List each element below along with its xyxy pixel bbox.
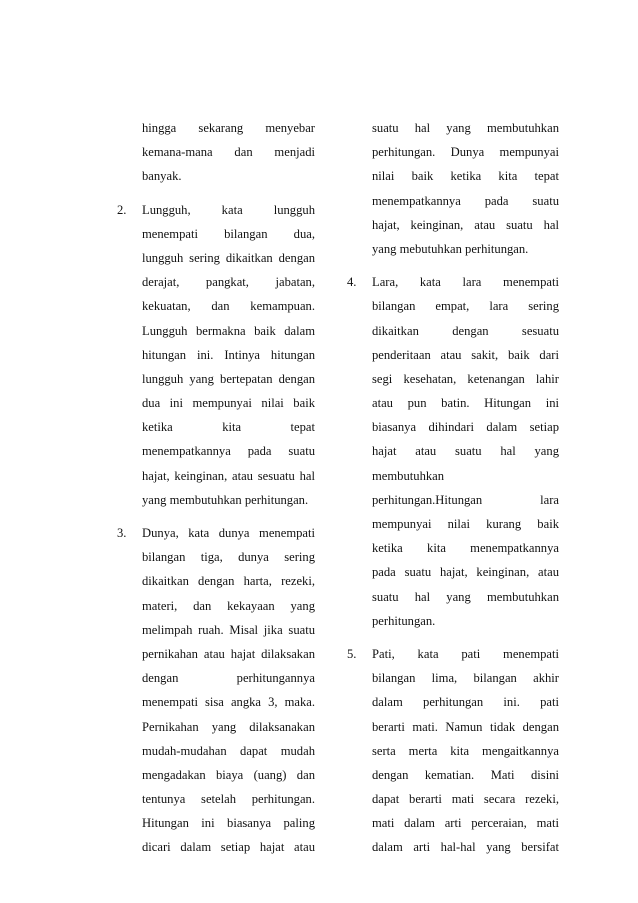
- text-line: bilangan lima, bilangan akhir: [372, 671, 559, 686]
- text-line: suatu hal yang membutuhkan: [372, 121, 559, 135]
- text-line: pada suatu hajat, keinginan, atau: [372, 565, 559, 580]
- text-line: mati dalam arti perceraian, mati: [372, 816, 559, 831]
- text-line: dengan perhitungannya: [142, 671, 315, 686]
- text-line: dicari dalam setiap hajat atau: [142, 840, 315, 855]
- text-line: Pati, kata pati menempati: [372, 646, 559, 661]
- text-line: perhitungan.Hitungan lara: [372, 492, 559, 507]
- text-line: perhitungan.: [372, 613, 436, 628]
- text-line: dalam perhitungan ini. pati: [372, 695, 559, 710]
- right-column: [347, 116, 559, 860]
- list-number: 4.: [347, 275, 357, 290]
- list-item-5: [347, 642, 559, 860]
- text-line: menempati sisa angka 3, maka.: [142, 695, 315, 710]
- text-line: banyak.: [142, 169, 182, 184]
- text-line: bilangan tiga, dunya sering: [142, 550, 315, 565]
- list-item-2: [117, 198, 315, 512]
- left-column: [117, 116, 315, 860]
- text-line: mudah-mudahan dapat mudah: [142, 743, 315, 758]
- text-line: yang mebutuhkan perhitungan.: [372, 241, 529, 256]
- text-line: derajat, pangkat, jabatan,: [142, 275, 315, 290]
- list-number: 2.: [117, 202, 127, 217]
- list-number: 5.: [347, 646, 357, 661]
- text-line: hitungan ini. Intinya hitungan: [142, 347, 315, 362]
- text-line: yang membutuhkan perhitungan.: [142, 492, 309, 507]
- text-line: perhitungan. Dunya mempunyai: [372, 145, 559, 160]
- text-line: menempati bilangan dua,: [142, 226, 315, 241]
- text-line: pernikahan atau hajat dilaksakan: [142, 646, 315, 661]
- text-line: atau pun batin. Hitungan ini: [372, 396, 559, 411]
- text-line: segi kesehatan, ketenangan lahir: [372, 371, 559, 386]
- text-line: hajat, keinginan, atau suatu hal: [372, 217, 559, 232]
- text-line: dapat berarti mati secara rezeki,: [372, 792, 559, 807]
- text-line: mempunyai nilai kurang baik: [372, 517, 559, 531]
- text-line: lungguh sering dikaitkan dengan: [142, 250, 315, 265]
- text-line: biasanya dihindari dalam setiap: [372, 420, 559, 435]
- list-item-4: [347, 270, 559, 633]
- text-line: mengadakan biaya (uang) dan: [142, 767, 315, 782]
- text-line: nilai baik ketika kita tepat: [372, 169, 559, 184]
- text-line: hingga sekarang menyebar: [142, 121, 315, 135]
- text-line: Lungguh bermakna baik dalam: [142, 323, 315, 338]
- text-line: serta merta kita mengaitkannya: [372, 743, 559, 758]
- list-number: 3.: [117, 526, 127, 540]
- text-line: berarti mati. Namun tidak dengan: [372, 719, 559, 734]
- text-line: hajat, keinginan, atau sesuatu hal: [142, 468, 315, 483]
- text-line: bilangan empat, lara sering: [372, 299, 559, 314]
- text-line: membutuhkan: [372, 468, 445, 483]
- text-line: hajat atau suatu hal yang: [372, 444, 559, 459]
- text-line: materi, dan kekayaan yang: [142, 598, 315, 613]
- text-line: Dunya, kata dunya menempati: [142, 526, 315, 540]
- text-line: kekuatan, dan kemampuan.: [142, 299, 315, 314]
- text-line: dikaitkan dengan sesuatu: [372, 323, 559, 338]
- list-item-3: [117, 521, 315, 860]
- text-line: Pernikahan yang dilaksanakan: [142, 719, 315, 734]
- left-continuation: [117, 116, 315, 189]
- text-line: ketika kita tepat: [142, 420, 315, 435]
- text-line: dua ini mempunyai nilai baik: [142, 396, 315, 411]
- text-line: melimpah ruah. Misal jika suatu: [142, 622, 315, 637]
- text-line: Lara, kata lara menempati: [372, 275, 559, 290]
- text-line: suatu hal yang membutuhkan: [372, 589, 559, 604]
- text-line: Hitungan ini biasanya paling: [142, 816, 315, 831]
- text-line: dengan kematian. Mati disini: [372, 767, 559, 782]
- right-continuation: [347, 116, 559, 261]
- text-line: dikaitkan dengan harta, rezeki,: [142, 574, 315, 589]
- text-line: tentunya setelah perhitungan.: [142, 792, 315, 807]
- text-line: menempatkannya pada suatu: [142, 444, 315, 459]
- text-line: dalam arti hal-hal yang bersifat: [372, 840, 559, 855]
- text-line: penderitaan atau sakit, baik dari: [372, 347, 559, 362]
- text-line: kemana-mana dan menjadi: [142, 145, 315, 160]
- text-line: lungguh yang bertepatan dengan: [142, 371, 315, 386]
- text-line: menempatkannya pada suatu: [372, 193, 559, 208]
- text-line: ketika kita menempatkannya: [372, 541, 559, 556]
- text-line: Lungguh, kata lungguh: [142, 202, 315, 217]
